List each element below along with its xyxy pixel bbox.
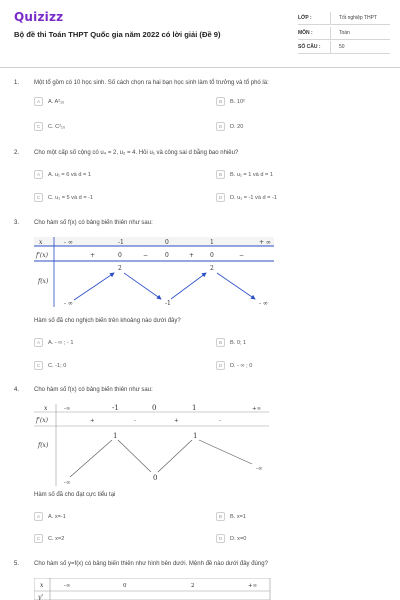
sign: + [174, 418, 179, 424]
f-bottom-value: - ∞ [259, 300, 268, 307]
x-value: +∞ [248, 583, 258, 589]
x-label: x [39, 239, 43, 246]
option-letter: B [216, 170, 225, 179]
option-text: D. u₁ = -1 và d = -1 [230, 194, 277, 201]
fprime-label: f'(x) [36, 417, 48, 424]
question-number: 5. [14, 561, 20, 567]
option-c[interactable] [34, 534, 64, 543]
x-value: -1 [118, 239, 124, 246]
option-text: B. x=1 [230, 513, 247, 520]
document-title: Bộ đề thi Toán THPT Quốc gia năm 2022 có lời giải (Đề 9) [14, 30, 221, 39]
option-letter: D [216, 122, 225, 131]
option-text: C. -1; 0 [48, 362, 67, 369]
option-d[interactable] [216, 122, 243, 131]
question-subtext: Hàm số đã cho nghịch biến trên khoảng nào dưới đây? [34, 318, 181, 324]
option-letter: C [34, 534, 43, 543]
question-number: 2. [14, 150, 20, 156]
option-text: A. - ∞ ; - 1 [48, 339, 74, 346]
sign: + [189, 252, 195, 259]
increase-arrow [74, 273, 114, 300]
meta-key: SỐ CÂU : [298, 44, 321, 50]
option-letter: A [34, 512, 43, 521]
f-label: f(x) [38, 442, 49, 449]
sign: - [219, 418, 221, 424]
option-b[interactable] [216, 338, 246, 347]
f-bottom-value: -1 [165, 300, 171, 307]
option-d[interactable] [216, 193, 277, 202]
meta-key: LỚP : [298, 15, 312, 21]
table-border [34, 578, 270, 600]
option-letter: C [34, 361, 43, 370]
x-value: 1 [210, 239, 214, 246]
f-top-value: 2 [210, 265, 214, 272]
option-a[interactable] [34, 170, 91, 179]
option-letter: B [216, 512, 225, 521]
option-letter: A [34, 97, 43, 106]
question-text: Cho hàm số f(x) có bảng biến thiên như sau: [34, 387, 153, 393]
meta-row-class [298, 12, 390, 25]
f-top-value: 1 [113, 432, 118, 440]
f-bottom-value: 0 [153, 474, 158, 482]
option-text: D. 20 [230, 123, 244, 130]
x-value: 0 [123, 583, 127, 589]
option-a[interactable] [34, 512, 66, 521]
header-divider [0, 67, 400, 68]
x-value: 0 [152, 404, 157, 412]
question-subtext: Hàm số đã cho đạt cực tiểu tại [34, 492, 116, 498]
option-c[interactable] [34, 193, 93, 202]
variation-table-q5 [34, 578, 274, 600]
increase-arrow [70, 440, 112, 477]
option-text: B. u₁ = 1 và d = 1 [230, 171, 273, 178]
f-top-value: 2 [118, 265, 122, 272]
meta-panel [298, 12, 390, 56]
sign: + [90, 418, 95, 424]
sign: - [134, 418, 136, 424]
option-b[interactable] [216, 170, 273, 179]
question-number: 3. [14, 220, 20, 226]
option-c[interactable] [34, 122, 65, 131]
meta-value: Tốt nghiệp THPT [330, 12, 390, 24]
option-letter: C [34, 122, 43, 131]
option-text: C. x=2 [48, 535, 65, 542]
increase-arrow [171, 273, 206, 299]
option-a[interactable] [34, 97, 64, 106]
sign: − [143, 252, 149, 259]
variation-table-q3 [34, 235, 279, 310]
sign: 0 [118, 252, 122, 259]
f-top-value: 1 [193, 432, 198, 440]
x-value: + ∞ [259, 239, 271, 246]
decrease-arrow [217, 273, 255, 299]
x-value: 1 [192, 404, 197, 412]
f-bottom-value: -∞ [256, 466, 263, 472]
option-b[interactable] [216, 512, 246, 521]
x-value: -1 [112, 404, 119, 412]
f-label: f(x) [38, 278, 49, 285]
question-number: 1. [14, 80, 20, 86]
decrease-arrow [118, 440, 151, 472]
fprime-label: f'(x) [36, 252, 48, 259]
x-label: x [40, 582, 44, 589]
x-value: 2 [191, 583, 195, 589]
question-text: Cho hàm số f(x) có bảng biến thiên như sau: [34, 220, 153, 226]
option-text: A. A²₁₀ [48, 98, 65, 105]
f-bottom-value: -∞ [64, 480, 71, 486]
option-text: C. u₁ = 5 và d = -1 [48, 194, 94, 201]
meta-row-subject [298, 27, 390, 40]
option-text: D. x=0 [230, 535, 247, 542]
yprime-label: y' [38, 594, 44, 600]
option-letter: D [216, 361, 225, 370]
increase-arrow [158, 440, 192, 472]
x-value: 0 [165, 239, 169, 246]
x-value: -∞ [64, 406, 71, 412]
option-letter: C [34, 193, 43, 202]
question-text: Một tổ gồm có 10 học sinh. Số cách chọn ra hai bạn học sinh làm tổ trưởng và tổ phó là: [34, 80, 269, 86]
quizizz-logo: Quizizz [14, 10, 64, 24]
variation-table-q4 [34, 402, 274, 488]
meta-row-count [298, 41, 390, 54]
x-value: +∞ [252, 406, 262, 412]
option-text: B. 0; 1 [230, 339, 247, 346]
meta-key: MÔN : [298, 29, 313, 36]
option-a[interactable] [34, 338, 73, 347]
option-letter: A [34, 170, 43, 179]
option-b[interactable] [216, 97, 245, 106]
x-value: -∞ [64, 583, 71, 589]
meta-value: 50 [330, 41, 390, 53]
option-d[interactable] [216, 361, 252, 370]
option-text: C. C²₁₀ [48, 123, 66, 130]
option-c[interactable] [34, 361, 66, 370]
option-letter: D [216, 534, 225, 543]
option-text: B. 10² [230, 98, 245, 105]
decrease-arrow [124, 273, 161, 299]
option-d[interactable] [216, 534, 246, 543]
x-label: x [44, 405, 48, 412]
question-text: Cho hàm số y=f(x) có bảng biến thiên như hình bên dưới. Mệnh đề nào dưới đây đúng? [34, 561, 268, 567]
x-value: - ∞ [64, 239, 73, 246]
sign: 0 [210, 252, 214, 259]
sign: − [239, 252, 245, 259]
option-text: A. x=-1 [48, 513, 66, 520]
option-letter: B [216, 97, 225, 106]
meta-value: Toán [330, 27, 390, 39]
f-bottom-value: - ∞ [64, 300, 73, 307]
option-text: A. u₁ = 6 và d = 1 [48, 171, 91, 178]
option-letter: D [216, 193, 225, 202]
question-number: 4. [14, 387, 20, 393]
decrease-arrow [199, 440, 252, 464]
option-letter: A [34, 338, 43, 347]
sign: 0 [165, 252, 169, 259]
option-text: D. - ∞ ; 0 [230, 362, 253, 369]
sign: + [90, 252, 96, 259]
question-text: Cho một cấp số cộng có u₄ = 2, u₂ = 4. Hỏi u₁ và công sai d bằng bao nhiêu? [34, 150, 239, 156]
option-letter: B [216, 338, 225, 347]
